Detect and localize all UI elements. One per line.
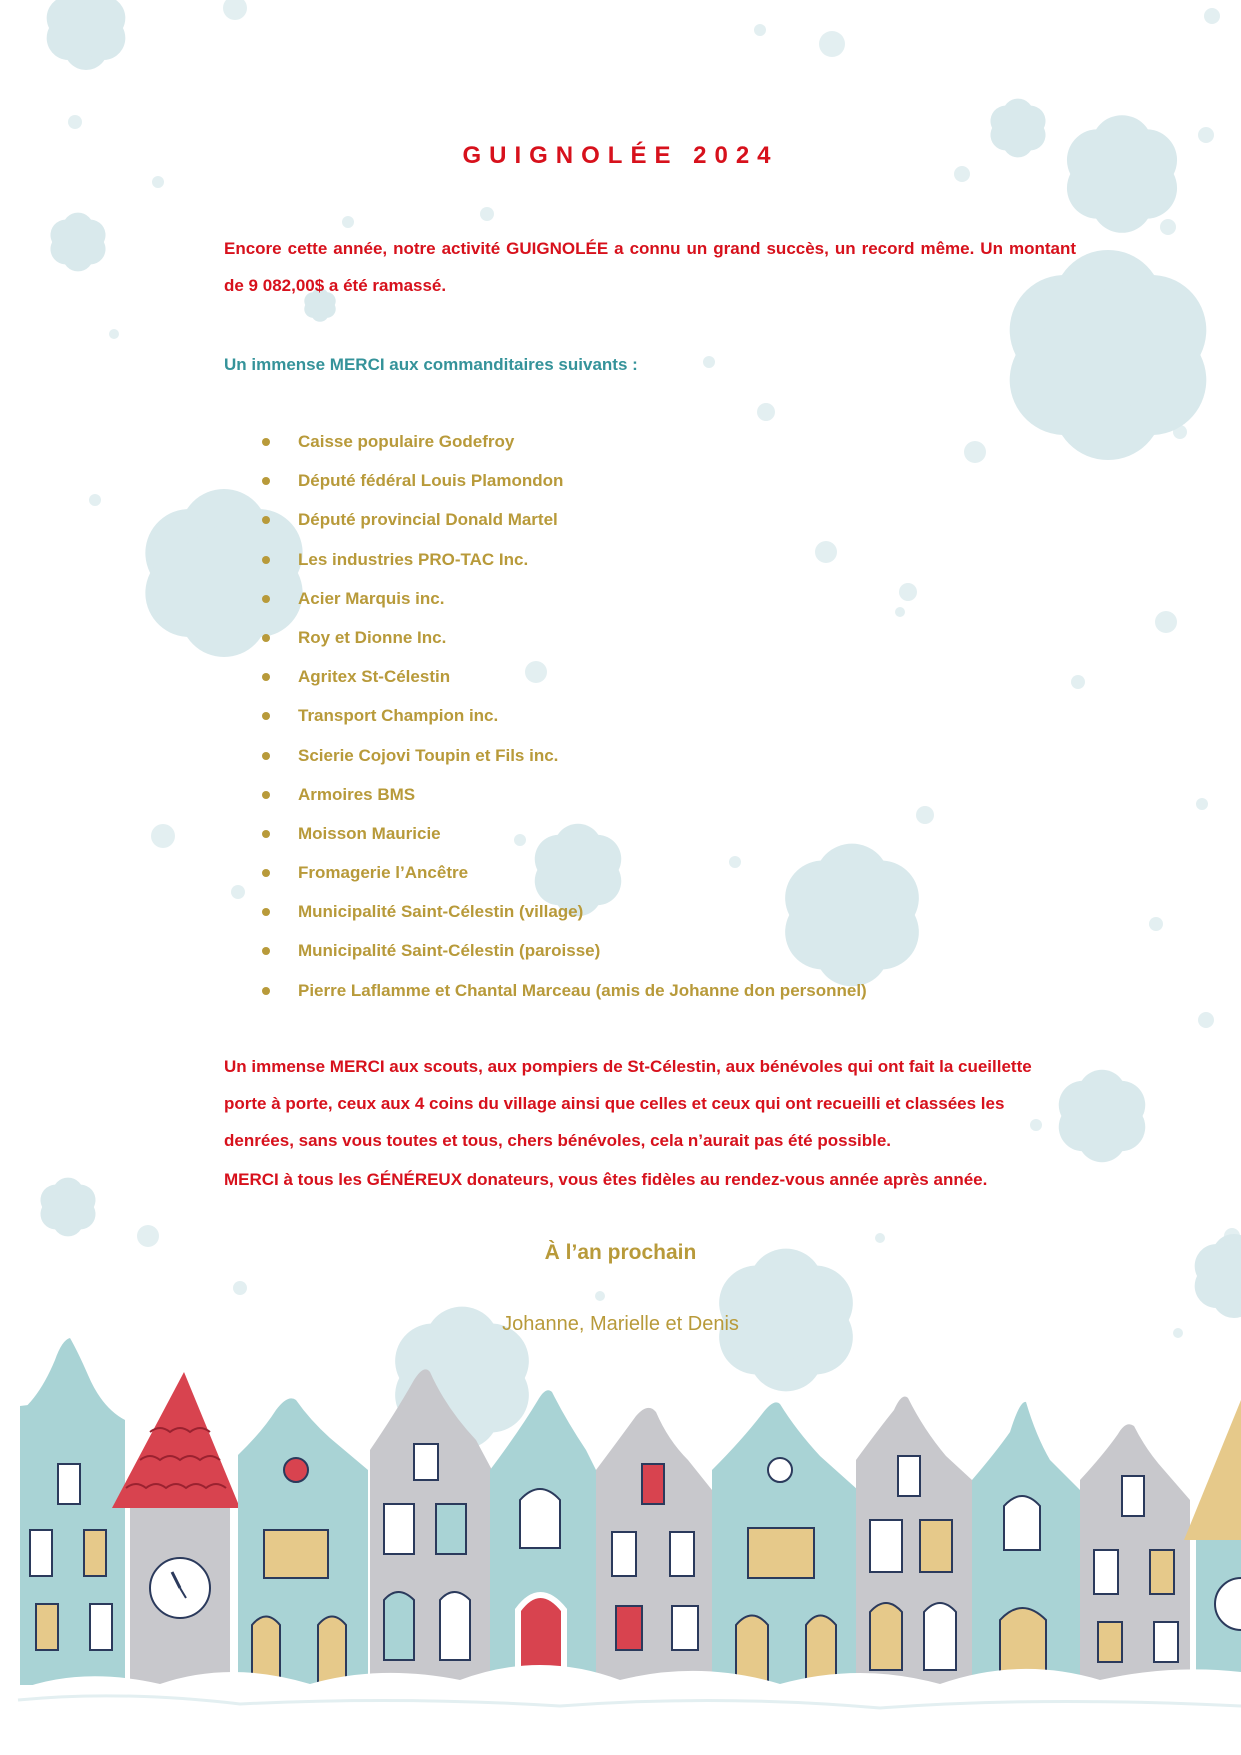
sponsors-heading: Un immense MERCI aux commanditaires suivants : [224, 355, 638, 374]
intro-paragraph: Encore cette année, notre activité GUIGNOLÉE a connu un grand succès, un record même. Un montant de 9 082,00$ a été ramassé. [224, 239, 1076, 295]
donors-thanks-paragraph: MERCI à tous les GÉNÉREUX donateurs, vous êtes fidèles au rendez-vous année après année. [224, 1170, 988, 1189]
signature: Johanne, Marielle et Denis [502, 1313, 739, 1335]
list-item: Moisson Mauricie [224, 814, 867, 853]
bullet-icon [262, 791, 270, 799]
list-item: Roy et Dionne Inc. [224, 618, 867, 657]
list-item: Municipalité Saint-Célestin (paroisse) [224, 931, 867, 970]
list-item: Agritex St-Célestin [224, 657, 867, 696]
bullet-icon [262, 516, 270, 524]
list-item: Caisse populaire Godefroy [224, 422, 867, 461]
closing-greeting: À l’an prochain [544, 1241, 697, 1264]
bullet-icon [262, 438, 270, 446]
list-item: Municipalité Saint-Célestin (village) [224, 892, 867, 931]
bullet-icon [262, 830, 270, 838]
page-title: GUIGNOLÉE 2024 [462, 142, 779, 169]
bullet-icon [262, 556, 270, 564]
bullet-icon [262, 908, 270, 916]
bullet-icon [262, 947, 270, 955]
list-item: Scierie Cojovi Toupin et Fils inc. [224, 736, 867, 775]
sponsor-list [224, 422, 867, 1010]
list-item: Député fédéral Louis Plamondon [224, 461, 867, 500]
bullet-icon [262, 634, 270, 642]
list-item: Acier Marquis inc. [224, 579, 867, 618]
bullet-icon [262, 712, 270, 720]
bullet-icon [262, 987, 270, 995]
bullet-icon [262, 752, 270, 760]
list-item: Député provincial Donald Martel [224, 500, 867, 539]
bullet-icon [262, 673, 270, 681]
list-item: Pierre Laflamme et Chantal Marceau (amis de Johanne don personnel) [224, 971, 867, 1010]
bullet-icon [262, 595, 270, 603]
list-item: Transport Champion inc. [224, 696, 867, 735]
list-item: Fromagerie l’Ancêtre [224, 853, 867, 892]
bullet-icon [262, 477, 270, 485]
list-item: Armoires BMS [224, 775, 867, 814]
list-item: Les industries PRO-TAC Inc. [224, 540, 867, 579]
volunteers-thanks-paragraph: Un immense MERCI aux scouts, aux pompiers de St-Célestin, aux bénévoles qui ont fait la cueillette porte à porte, ceux aux 4 coins du village ainsi que celles et ceux qui ont recueilli et classées les denrées, sans vous toutes et tous, chers bénévoles, cela n’aurait pas été possible. [224, 1057, 1032, 1150]
bullet-icon [262, 869, 270, 877]
